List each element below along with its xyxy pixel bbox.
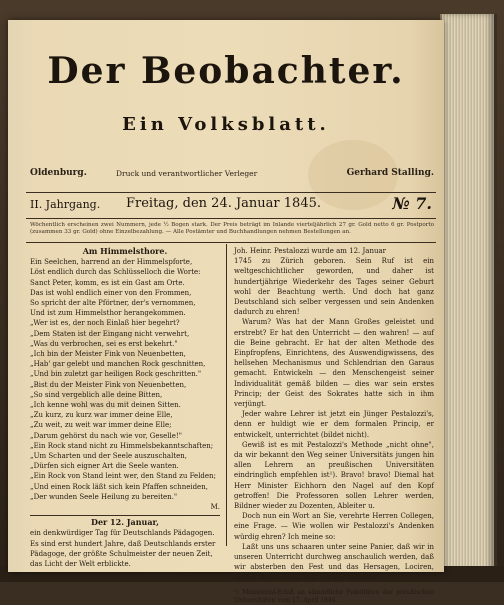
volume-label: II. Jahrgang.	[30, 198, 101, 211]
poem-line: „Ich kenne wohl was du mit deinen Sitten.	[30, 401, 181, 410]
article-paragraph: Warum? Was hat der Mann Großes geleistet und erstrebt? Er hat den Unterricht — den wahren! — auf die Beine gebracht. Er hat der alten Methode des Einpfropfens, Einrichtens, des Auswendigwissens, des hellsehen Mechanismus und Schlendrian den Garaus gemacht. Entwickeln — den Menschengeist seiner Individualität gemäß bilden — dies war sein erstes Princip; der Geist des Sokrates hatte sich in ihm verjüngt.	[234, 318, 434, 409]
right-column	[234, 246, 434, 605]
poem-line: Das ist wohl endlich einer von den Frommen,	[30, 288, 192, 297]
article-line: ein denkwürdiger Tag für Deutschlands Pädagogen.	[30, 529, 215, 538]
masthead-title: Der Beobachter.	[47, 50, 405, 92]
section-rule	[30, 515, 220, 516]
divider-rule	[26, 242, 436, 243]
poem-line: „Was du verbrochen, sei es erst bekehrt."	[30, 339, 178, 348]
poem-line: „Ein Rock von Stand leint wer, den Stand zu Felden;	[30, 472, 216, 481]
poem-line: Löst endlich durch das Schlüsselloch die Worte:	[30, 268, 201, 277]
poem-line: Sanct Peter, komm, es ist ein Gast am Orte.	[30, 278, 185, 287]
poem-line: „Ich bin der Meister Fink von Neuenbetten,	[30, 350, 186, 359]
article-line: das Licht der Welt erblickte.	[30, 560, 131, 569]
divider-rule	[26, 192, 436, 193]
issue-date: Freitag, den 24. Januar 1845.	[126, 196, 321, 211]
poem-line: „Ein Rock stand nicht zu Himmelsbekanntschaften;	[30, 441, 214, 450]
poem-line: „Dürfen sich eigner Art die Seele wanten.	[30, 462, 179, 471]
masthead-subtitle: Ein Volksblatt.	[122, 114, 330, 135]
article-paragraph: Doch nun ein Wort an Sie, verehrte Herren Collegen, eine Frage. — Wie wollen wir Pestalozzi's Andenken würdig ehren? Ich meine so:	[234, 512, 434, 541]
poem-line: „So sind vergeblich alle deine Bitten,	[30, 390, 163, 399]
poem-line: „Und einen Rock läßt sich kein Pfaffen schneiden,	[30, 482, 208, 491]
article-paragraph: 1745 zu Zürich geboren. Sein Ruf ist ein weltgeschichtlicher geworden, und daher ist hundertjährige Wiederkehr des Tages seiner Geburt wohl der Beachtung werth. Und doch hat ganz Deutschland sich selber vergessen und sein Andenken dadurch zu ehren!	[234, 257, 434, 317]
poem-line: Und ist zum Himmelsthor herangekommen.	[30, 309, 186, 318]
article-paragraph: Joh. Heinr. Pestalozzi wurde am 12. Januar	[234, 247, 387, 255]
poem-line: „Um Scharten und der Seele auszuschalten,	[30, 452, 188, 461]
poem-line: „Der wunden Seele Heilung zu bereiten."	[30, 492, 178, 501]
left-column	[30, 246, 220, 569]
poem-line: Ein Seelchen, harrend an der Himmelspforte,	[30, 258, 193, 267]
poem-line: „Zu weit, zu weit war immer deine Elle;	[30, 421, 172, 430]
poem-line: „Wer ist es, der noch Einlaß hier begehrt?	[30, 319, 180, 328]
poem-line: „Dem Staten ist der Eingang nicht verwehrt,	[30, 329, 190, 338]
book-page-edges	[440, 14, 497, 574]
poem-line: So spricht der alte Pförtner, der's vernommen,	[30, 299, 196, 308]
printer-note: Druck und verantwortlicher Verleger	[116, 169, 258, 178]
issue-number: № 7.	[392, 194, 432, 213]
poem-title: Am Himmelsthore.	[82, 246, 168, 256]
column-divider	[226, 244, 227, 546]
poem-body	[30, 257, 220, 502]
article-paragraph: Gewiß ist es mit Pestalozzi's Methode „nicht ohne", da wir bekannt den Weg seiner Universitäts jungen hin allen Lehrern an preußischen Universitäten eindringlich empfehlen ist¹). Bravo! bravo! Diemal hat Herr Minister Eichhorn den Nagel auf den Kopf getroffen! Die Professoren sollen Lehrer werden, Bildner wieder zu Dozenten, Ableiter u.	[234, 440, 434, 511]
poem-line: „Zu kurz, zu kurz war immer deine Elle,	[30, 411, 173, 420]
article-paragraph: Jeder wahre Lehrer ist jetzt ein Jünger Pestalozzi's, denn er huldigt wie er dem formalen Princip, er entwickelt, unterrichtet (bildet nicht).	[234, 410, 434, 439]
article-line: Pädagoge, der größte Schulmeister der neuen Zeit,	[30, 549, 213, 558]
poem-line: „Darum gehörst du nach wie vor, Geselle!"	[30, 431, 182, 440]
poem-line: „Bist du der Meister Fink von Neuenbetten,	[30, 380, 187, 389]
pestalozzi-article	[234, 246, 434, 583]
issue-line	[26, 196, 436, 218]
article-title: Der 12. Januar,	[91, 517, 159, 528]
subscription-terms: Wöchentlich erscheinen zwei Nummern, jede ½ Bogen stark. Der Preis beträgt im Inlande vierteljährlich 27 gr. Gold netto 6 gr. Postporto (zusammen 33 gr. Gold) ohne Einzelbezahlung. — Alle Postämter und Buchhandlungen nehmen Bestellungen an.	[30, 222, 434, 236]
footnote-rule	[234, 586, 314, 587]
article-line: Es sind erst hundert Jahre, daß Deutschlands erster	[30, 539, 216, 548]
poem-signature: M.	[210, 503, 220, 512]
poem-line: „Und bin zuletzt gar heiligen Rock geschritten."	[30, 370, 202, 379]
article-paragraph: Laßt uns uns schaaren unter seine Panier, daß wir in unseren Unterricht durchweg anschaulich werden, daß wir absterben den Fest und das Hersagen, Lociren, todten Wein reicht, daß wir die Individu-	[234, 542, 434, 582]
footnote: ¹) Ministerial-Erlaß an sämmtliche Fakultäten der preußischen Universitäten vom 17. April 1844.	[234, 588, 434, 604]
poem-line: „Hab' gar gelebt und manchen Rock geschnitten,	[30, 360, 206, 369]
publisher-name: Gerhard Stalling.	[346, 168, 434, 178]
article-body	[30, 528, 220, 569]
place-name: Oldenburg.	[30, 168, 87, 178]
newspaper-page	[8, 20, 444, 604]
divider-rule	[26, 218, 436, 219]
